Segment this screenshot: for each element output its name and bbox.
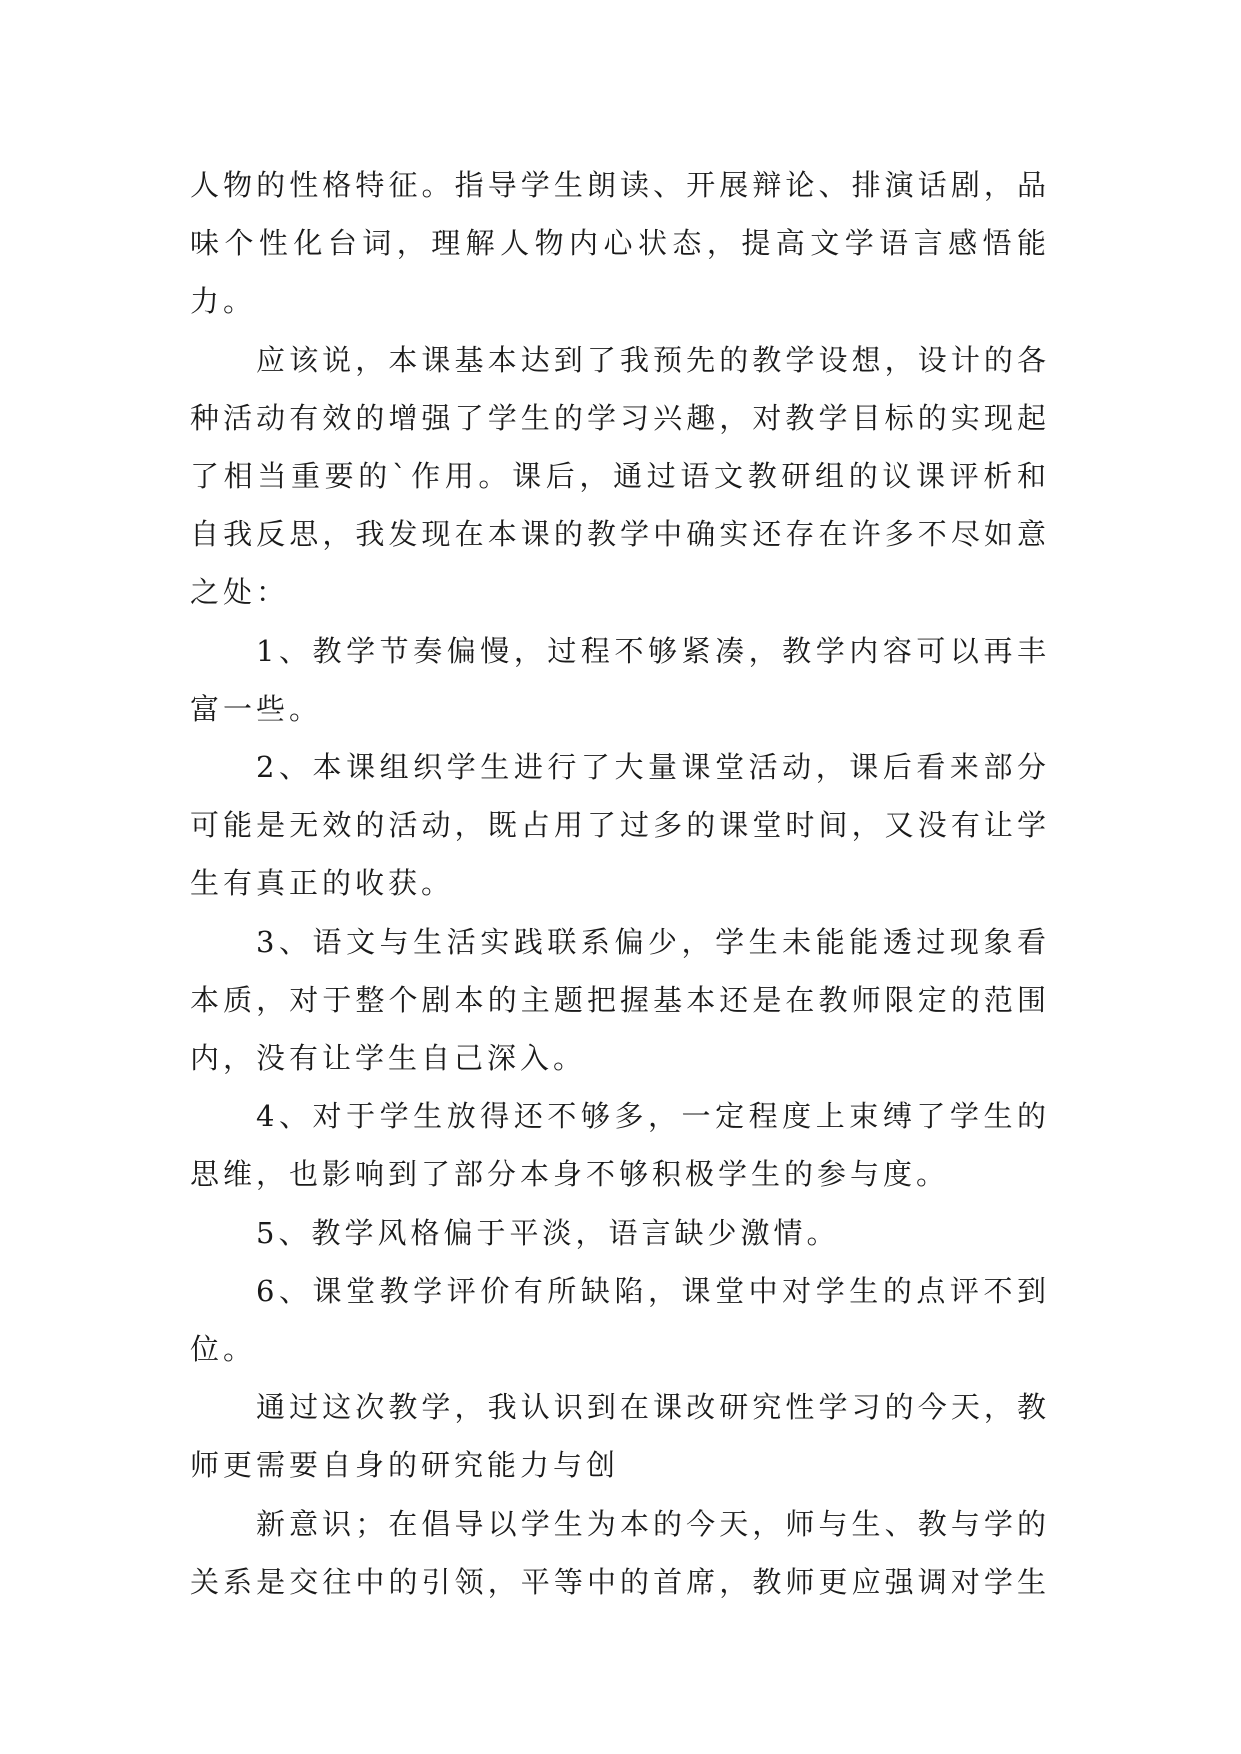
paragraph-4: 新意识；在倡导以学生为本的今天，师与生、教与学的关系是交往中的引领，平等中的首席，教师更应强调对学生	[190, 1506, 1050, 1599]
document-body	[190, 156, 1050, 1611]
paragraph-3: 通过这次教学，我认识到在课改研究性学习的今天，教师更需要自身的研究能力与创	[190, 1390, 1050, 1483]
list-item-2: 2、本课组织学生进行了大量课堂活动，课后看来部分可能是无效的活动，既占用了过多的课堂时间，又没有让学生有真正的收获。	[190, 750, 1050, 901]
list-item-6: 6、课堂教学评价有所缺陷，课堂中对学生的点评不到位。	[190, 1273, 1050, 1367]
list-item-1: 1、教学节奏偏慢，过程不够紧凑，教学内容可以再丰富一些。	[190, 633, 1050, 726]
list-item-4: 4、对于学生放得还不够多，一定程度上束缚了学生的思维，也影响到了部分本身不够积极学生的参与度。	[190, 1099, 1050, 1192]
list-item-5: 5、教学风格偏于平淡，语言缺少激情。	[256, 1215, 840, 1250]
paragraph-2: 应该说，本课基本达到了我预先的教学设想，设计的各种活动有效的增强了学生的学习兴趣，对教学目标的实现起了相当重要的`作用。课后，通过语文教研组的议课评析和自我反思，我发现在本课的教学中确实还存在许多不尽如意之处：	[190, 342, 1050, 610]
list-item-3: 3、语文与生活实践联系偏少，学生未能能透过现象看本质，对于整个剧本的主题把握基本还是在教师限定的范围内，没有让学生自己深入。	[190, 924, 1050, 1076]
paragraph-1: 人物的性格特征。指导学生朗读、开展辩论、排演话剧，品味个性化台词，理解人物内心状态，提高文学语言感悟能力。	[190, 168, 1050, 319]
